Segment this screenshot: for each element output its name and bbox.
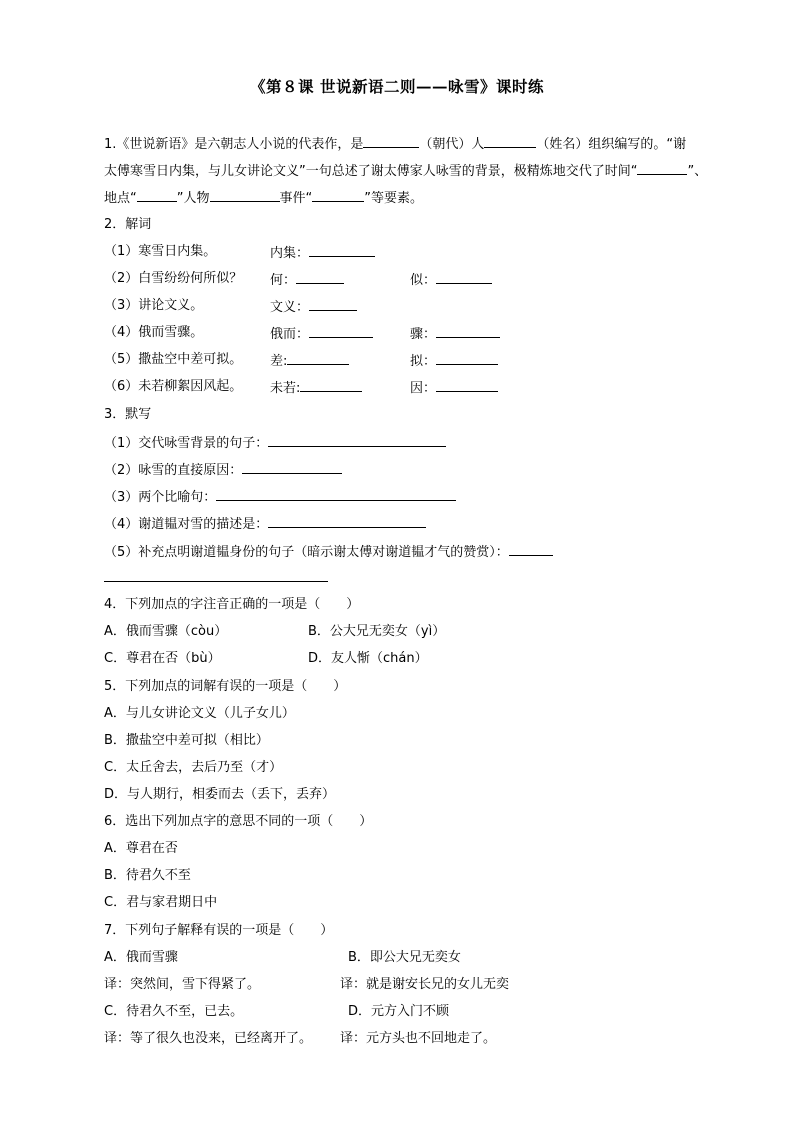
answer-blank[interactable] <box>300 378 362 392</box>
answer-blank[interactable] <box>309 243 375 257</box>
answer-blank-place[interactable] <box>137 188 177 202</box>
q5-option-a[interactable]: A．与儿女讲论文义（儿子女儿） <box>104 706 295 721</box>
q2-row-5-b <box>410 351 498 371</box>
q6-option-a[interactable]: A．尊君在否 <box>104 841 178 856</box>
answer-blank[interactable] <box>268 514 426 528</box>
q4-option-b[interactable]: B．公大兄无奕女（yì） <box>308 624 446 639</box>
q6-option-b[interactable]: B．待君久不至 <box>104 868 191 883</box>
term-label: 骤： <box>410 327 437 342</box>
q3-item-4 <box>104 514 426 534</box>
answer-blank-event[interactable] <box>312 188 364 202</box>
q3-prompt: （2）咏雪的直接原因： <box>104 463 243 478</box>
q3-heading: 3．默写 <box>104 407 152 422</box>
q4-option-d[interactable]: D．友人惭（chán） <box>308 651 428 666</box>
q7-option-a[interactable]: A．俄而雪骤 <box>104 950 178 965</box>
q2-row-4-b <box>410 324 500 344</box>
q3-prompt: （1）交代咏雪背景的句子： <box>104 436 269 451</box>
q7-heading: 7．下列句子解释有误的一项是（ ） <box>104 923 334 938</box>
q5-heading: 5．下列加点的词解有误的一项是（ ） <box>104 679 347 694</box>
q2-row-4-sentence: （4）俄而雪骤。 <box>104 325 204 340</box>
term-label: 拟： <box>410 354 437 369</box>
q3-item-5-continuation <box>104 568 328 588</box>
term-label: 因： <box>410 381 437 396</box>
q3-item-5 <box>104 542 553 562</box>
q1-text: 1.《世说新语》是六朝志人小说的代表作，是 <box>104 137 364 152</box>
answer-blank-time[interactable] <box>637 161 687 175</box>
answer-blank[interactable] <box>104 568 328 582</box>
q7-option-c[interactable]: C．待君久不至，已去。 <box>104 1004 244 1019</box>
answer-blank[interactable] <box>436 324 500 338</box>
answer-blank-name[interactable] <box>484 134 536 148</box>
q2-row-6-b <box>410 378 498 398</box>
q2-row-2-a <box>270 270 344 290</box>
q7-translation-b: 译：就是谢安长兄的女儿无奕 <box>340 977 510 992</box>
q2-row-3-sentence: （3）讲论文义。 <box>104 298 204 313</box>
q2-row-5-a <box>270 351 349 371</box>
answer-blank[interactable] <box>242 460 342 474</box>
answer-blank[interactable] <box>287 351 349 365</box>
q2-row-4-a <box>270 324 373 344</box>
q3-prompt: （4）谢道韫对雪的描述是： <box>104 517 269 532</box>
q5-option-d[interactable]: D．与人期行，相委而去（丢下，丢弃） <box>104 787 336 802</box>
answer-blank[interactable] <box>436 378 498 392</box>
answer-blank[interactable] <box>509 542 553 556</box>
answer-blank-people[interactable] <box>210 188 280 202</box>
page-title: 《第８课 世说新语二则——咏雪》课时练 <box>250 77 544 96</box>
q3-prompt: （3）两个比喻句： <box>104 490 217 505</box>
q1-text: 事件“ <box>279 191 313 206</box>
q1-line-2 <box>104 161 707 181</box>
q2-row-1-a <box>270 243 375 263</box>
q4-option-c[interactable]: C．尊君在否（bù） <box>104 651 221 666</box>
q1-text: 地点“ <box>104 191 137 206</box>
q5-option-b[interactable]: B．撒盐空中差可拟（相比） <box>104 733 269 748</box>
q6-option-c[interactable]: C．君与家君期日中 <box>104 895 218 910</box>
q7-translation-d: 译：元方头也不回地走了。 <box>340 1031 497 1046</box>
q2-row-6-a <box>270 378 362 398</box>
q1-text: ”等要素。 <box>364 191 423 206</box>
answer-blank[interactable] <box>296 270 344 284</box>
q2-row-6-sentence: （6）未若柳絮因风起。 <box>104 379 243 394</box>
q4-heading: 4．下列加点的字注音正确的一项是（ ） <box>104 597 360 612</box>
q1-text: （朝代）人 <box>419 137 485 152</box>
answer-blank[interactable] <box>436 351 498 365</box>
q3-prompt: （5）补充点明谢道韫身份的句子（暗示谢太傅对谢道韫才气的赞赏）： <box>104 545 509 560</box>
answer-blank[interactable] <box>309 324 373 338</box>
q1-text: ”、 <box>687 164 708 179</box>
term-label: 内集： <box>270 246 310 261</box>
term-label: 何： <box>270 273 297 288</box>
q7-option-d[interactable]: D．元方入门不顾 <box>348 1004 450 1019</box>
term-label: 未若: <box>270 381 301 396</box>
term-label: 文义： <box>270 300 310 315</box>
q2-row-2-sentence: （2）白雪纷纷何所似？ <box>104 271 243 286</box>
q2-heading: 2．解词 <box>104 217 152 232</box>
term-label: 似： <box>410 273 437 288</box>
q1-text: ”人物 <box>176 191 210 206</box>
q7-translation-a: 译：突然间，雪下得紧了。 <box>104 977 261 992</box>
answer-blank[interactable] <box>309 297 357 311</box>
q1-text: （姓名）组织编写的。“谢 <box>536 137 687 152</box>
q2-row-2-b <box>410 270 492 290</box>
q7-translation-c: 译：等了很久也没来，已经离开了。 <box>104 1031 313 1046</box>
q1-text: 太傅寒雪日内集，与儿女讲论文义”一句总述了谢太傅家人咏雪的背景，极精炼地交代了时间“ <box>104 164 638 179</box>
q4-option-a[interactable]: A．俄而雪骤（còu） <box>104 624 228 639</box>
answer-blank[interactable] <box>216 487 456 501</box>
answer-blank-dynasty[interactable] <box>363 134 419 148</box>
q3-item-2 <box>104 460 342 480</box>
q1-line-1 <box>104 134 686 154</box>
term-label: 俄而： <box>270 327 310 342</box>
q2-row-3-a <box>270 297 357 317</box>
answer-blank[interactable] <box>436 270 492 284</box>
q3-item-3 <box>104 487 456 507</box>
q1-line-3 <box>104 188 423 208</box>
q2-row-1-sentence: （1）寒雪日内集。 <box>104 244 217 259</box>
term-label: 差: <box>270 354 288 369</box>
q2-row-5-sentence: （5）撒盐空中差可拟。 <box>104 352 243 367</box>
q3-item-1 <box>104 433 446 453</box>
q7-option-b[interactable]: B．即公大兄无奕女 <box>348 950 461 965</box>
q6-heading: 6．选出下列加点字的意思不同的一项（ ） <box>104 814 373 829</box>
q5-option-c[interactable]: C．太丘舍去，去后乃至（才） <box>104 760 283 775</box>
answer-blank[interactable] <box>268 433 446 447</box>
